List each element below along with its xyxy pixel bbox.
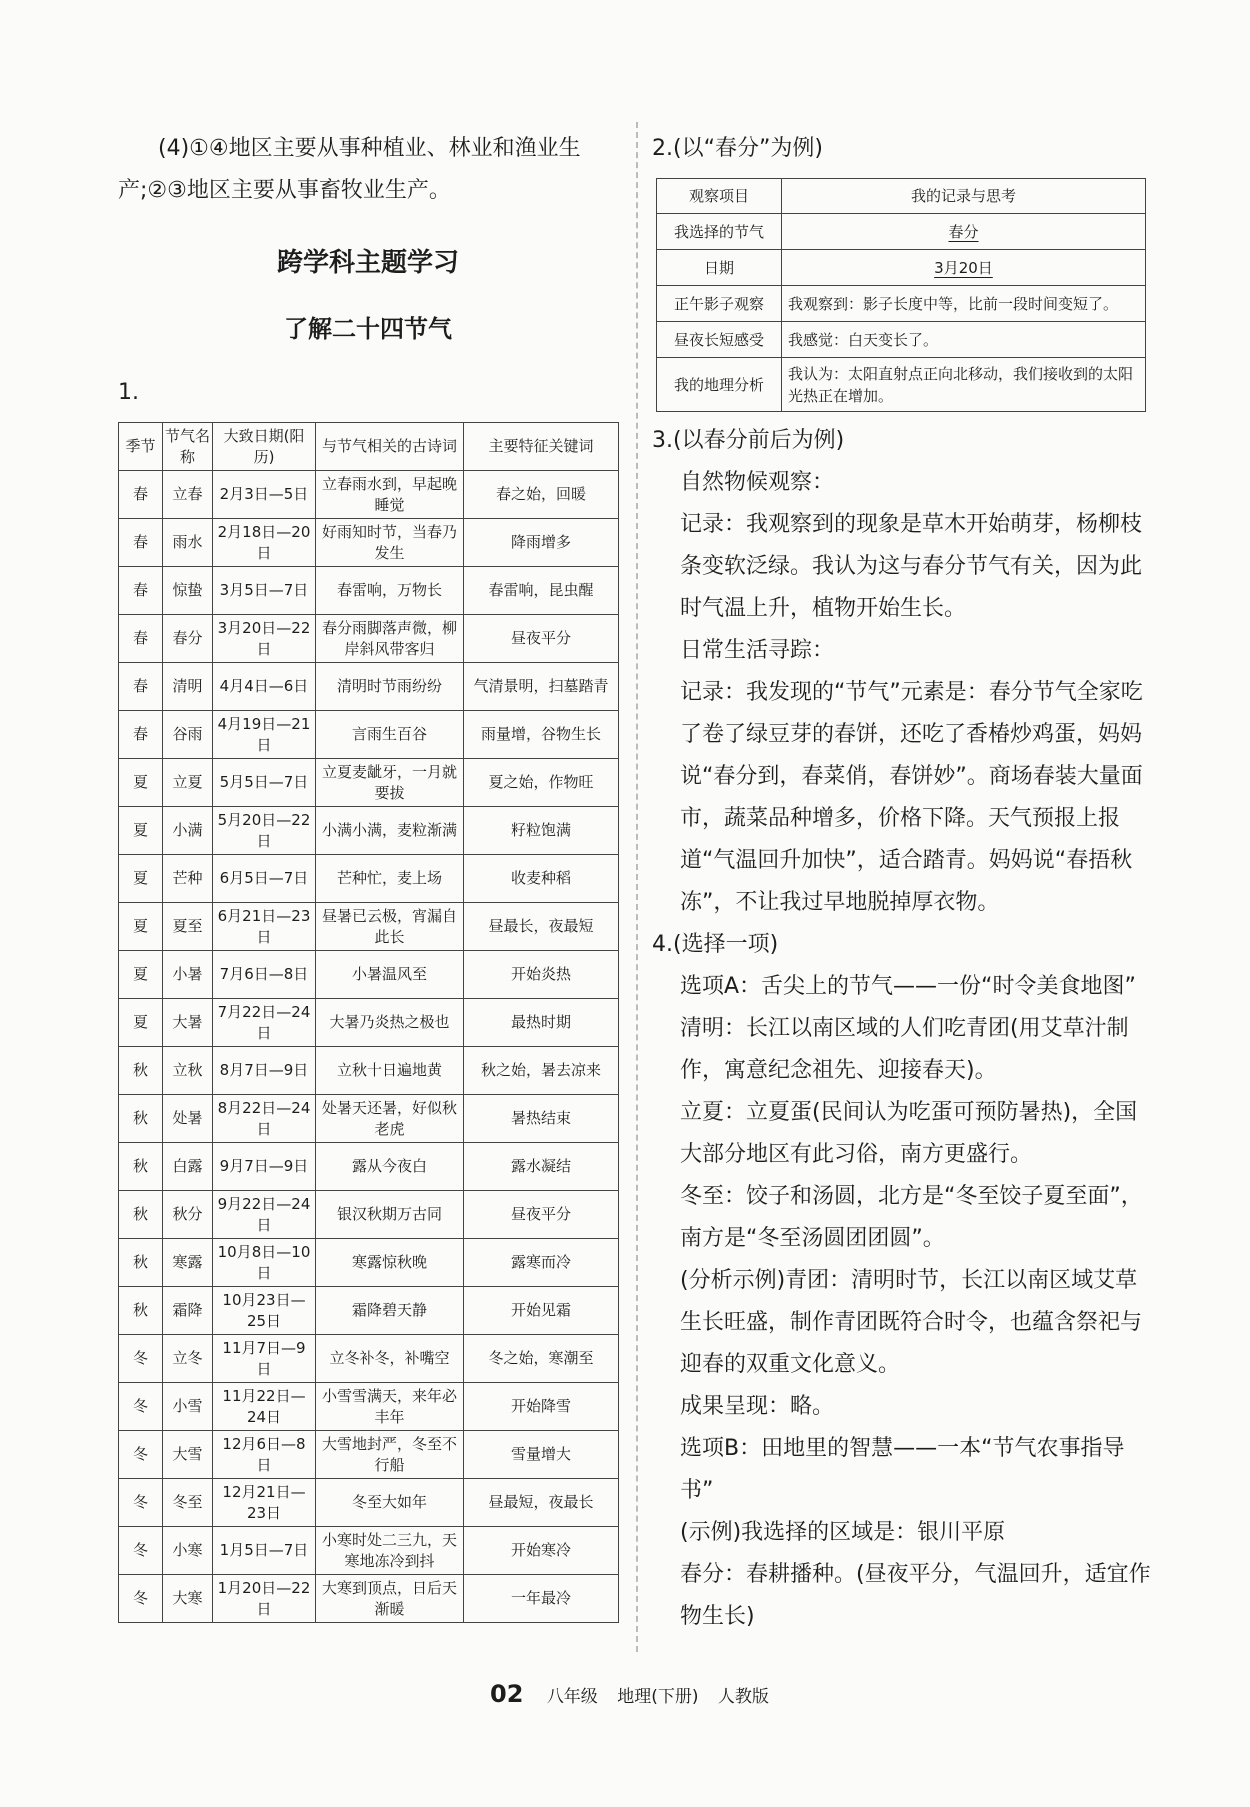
cell-date: 10月8日—10日 xyxy=(213,1239,316,1287)
obs-row xyxy=(657,214,1146,250)
table-row xyxy=(119,807,619,855)
cell-season: 冬 xyxy=(119,1527,163,1575)
table-row xyxy=(119,1143,619,1191)
obs-label: 正午影子观察 xyxy=(657,286,782,322)
cell-term: 小雪 xyxy=(163,1383,213,1431)
obs-value: 我认为：太阳直射点正向北移动，我们接收到的太阳光热正在增加。 xyxy=(782,358,1146,412)
cell-season: 夏 xyxy=(119,951,163,999)
obs-row xyxy=(657,250,1146,286)
cell-poem: 小雪雪满天，来年必丰年 xyxy=(316,1383,464,1431)
cell-date: 5月20日—22日 xyxy=(213,807,316,855)
cell-date: 2月3日—5日 xyxy=(213,471,316,519)
cell-keywords: 开始炎热 xyxy=(464,951,619,999)
cell-term: 小寒 xyxy=(163,1527,213,1575)
cell-term: 寒露 xyxy=(163,1239,213,1287)
table-row xyxy=(119,1431,619,1479)
cell-date: 11月22日—24日 xyxy=(213,1383,316,1431)
cell-term: 小满 xyxy=(163,807,213,855)
question-3-content xyxy=(652,462,1152,924)
cell-poem: 小寒时处二三九，天寒地冻冷到抖 xyxy=(316,1527,464,1575)
observation-table xyxy=(656,178,1146,412)
cell-term: 谷雨 xyxy=(163,711,213,759)
cell-poem: 银汉秋期万古同 xyxy=(316,1191,464,1239)
paragraph: 成果呈现：略。 xyxy=(680,1394,835,1419)
header-date: 大致日期(阳历) xyxy=(213,423,316,471)
cell-poem: 小满小满，麦粒渐满 xyxy=(316,807,464,855)
obs-value: 我观察到：影子长度中等，比前一段时间变短了。 xyxy=(782,286,1146,322)
cell-keywords: 雪量增大 xyxy=(464,1431,619,1479)
cell-keywords: 籽粒饱满 xyxy=(464,807,619,855)
cell-keywords: 昼夜平分 xyxy=(464,1191,619,1239)
page-number: 02 xyxy=(490,1680,524,1708)
table-row xyxy=(119,519,619,567)
question-3-label: 3.(以春分前后为例) xyxy=(652,428,845,453)
cell-season: 秋 xyxy=(119,1143,163,1191)
cell-keywords: 昼夜平分 xyxy=(464,615,619,663)
cell-date: 8月7日—9日 xyxy=(213,1047,316,1095)
page-footer xyxy=(490,1680,783,1708)
question-4-content xyxy=(652,966,1152,1638)
cell-poem: 清明时节雨纷纷 xyxy=(316,663,464,711)
cell-keywords: 暑热结束 xyxy=(464,1095,619,1143)
table-row xyxy=(119,1239,619,1287)
cell-date: 10月23日—25日 xyxy=(213,1287,316,1335)
cell-season: 冬 xyxy=(119,1383,163,1431)
cell-poem: 好雨知时节，当春乃发生 xyxy=(316,519,464,567)
cell-season: 秋 xyxy=(119,1287,163,1335)
answer-4: (4)①④地区主要从事种植业、林业和渔业生产;②③地区主要从事畜牧业生产。 xyxy=(118,136,581,203)
cell-keywords: 秋之始，暑去凉来 xyxy=(464,1047,619,1095)
cell-season: 秋 xyxy=(119,1239,163,1287)
cell-keywords: 开始寒冷 xyxy=(464,1527,619,1575)
table-row xyxy=(119,1383,619,1431)
obs-value: 我感觉：白天变长了。 xyxy=(782,322,1146,358)
cell-date: 2月18日—20日 xyxy=(213,519,316,567)
cell-date: 3月5日—7日 xyxy=(213,567,316,615)
cell-date: 11月7日—9日 xyxy=(213,1335,316,1383)
cell-date: 3月20日—22日 xyxy=(213,615,316,663)
cell-date: 7月22日—24日 xyxy=(213,999,316,1047)
table-row xyxy=(119,711,619,759)
paragraph: 春分：春耕播种。(昼夜平分，气温回升，适宜作物生长) xyxy=(680,1562,1151,1629)
cell-season: 夏 xyxy=(119,903,163,951)
cell-keywords: 雨量增，谷物生长 xyxy=(464,711,619,759)
cell-term: 立春 xyxy=(163,471,213,519)
cell-season: 秋 xyxy=(119,1095,163,1143)
cell-keywords: 降雨增多 xyxy=(464,519,619,567)
cell-season: 春 xyxy=(119,615,163,663)
cell-keywords: 一年最冷 xyxy=(464,1575,619,1623)
cell-term: 立夏 xyxy=(163,759,213,807)
cell-date: 6月21日—23日 xyxy=(213,903,316,951)
cell-season: 冬 xyxy=(119,1335,163,1383)
cell-date: 12月21日—23日 xyxy=(213,1479,316,1527)
cell-term: 小暑 xyxy=(163,951,213,999)
left-column xyxy=(118,128,618,1623)
table-row xyxy=(119,1527,619,1575)
paragraph: 记录：我观察到的现象是草木开始萌芽，杨柳枝条变软泛绿。我认为这与春分节气有关，因为此时气温上升，植物开始生长。 xyxy=(680,512,1143,621)
cell-poem: 昼暑已云极，宵漏自此长 xyxy=(316,903,464,951)
paragraph: 清明：长江以南区域的人们吃青团(用艾草汁制作，寓意纪念祖先、迎接春天)。 xyxy=(680,1016,1129,1083)
cell-poem: 立冬补冬，补嘴空 xyxy=(316,1335,464,1383)
obs-label: 我选择的节气 xyxy=(657,214,782,250)
cell-keywords: 开始降雪 xyxy=(464,1383,619,1431)
table-row xyxy=(119,1047,619,1095)
cell-term: 白露 xyxy=(163,1143,213,1191)
right-column xyxy=(652,128,1152,1638)
cell-term: 立冬 xyxy=(163,1335,213,1383)
footer-subject: 地理(下册) xyxy=(617,1687,699,1707)
paragraph: 冬至：饺子和汤圆，北方是“冬至饺子夏至面”，南方是“冬至汤圆团团圆”。 xyxy=(680,1184,1143,1251)
cell-keywords: 收麦种稻 xyxy=(464,855,619,903)
question-1-label: 1. xyxy=(118,380,139,405)
cell-poem: 言雨生百谷 xyxy=(316,711,464,759)
cell-season: 春 xyxy=(119,471,163,519)
cell-season: 夏 xyxy=(119,759,163,807)
cell-season: 春 xyxy=(119,519,163,567)
paragraph: 选项A：舌尖上的节气——一份“时令美食地图” xyxy=(680,974,1136,999)
cell-season: 秋 xyxy=(119,1047,163,1095)
header-poem: 与节气相关的古诗词 xyxy=(316,423,464,471)
header-term-name: 节气名称 xyxy=(163,423,213,471)
cell-poem: 霜降碧天静 xyxy=(316,1287,464,1335)
cell-poem: 立夏麦龇牙，一月就要拔 xyxy=(316,759,464,807)
table-header-row xyxy=(119,423,619,471)
obs-label: 我的地理分析 xyxy=(657,358,782,412)
table-row xyxy=(119,759,619,807)
cell-poem: 春分雨脚落声微，柳岸斜风带客归 xyxy=(316,615,464,663)
table-row xyxy=(119,471,619,519)
cell-term: 春分 xyxy=(163,615,213,663)
cell-date: 4月19日—21日 xyxy=(213,711,316,759)
cell-poem: 寒露惊秋晚 xyxy=(316,1239,464,1287)
cell-season: 夏 xyxy=(119,855,163,903)
cell-poem: 小暑温风至 xyxy=(316,951,464,999)
table-row xyxy=(119,1191,619,1239)
cell-season: 春 xyxy=(119,567,163,615)
cell-poem: 立秋十日遍地黄 xyxy=(316,1047,464,1095)
cell-term: 芒种 xyxy=(163,855,213,903)
paragraph: 日常生活寻踪： xyxy=(680,638,835,663)
cell-date: 1月20日—22日 xyxy=(213,1575,316,1623)
cell-keywords: 气清景明，扫墓踏青 xyxy=(464,663,619,711)
cell-keywords: 春之始，回暖 xyxy=(464,471,619,519)
question-2-label: 2.(以“春分”为例) xyxy=(652,136,823,161)
cell-keywords: 春雷响，昆虫醒 xyxy=(464,567,619,615)
cell-keywords: 冬之始，寒潮至 xyxy=(464,1335,619,1383)
paragraph: 自然物候观察： xyxy=(680,470,835,495)
obs-row xyxy=(657,358,1146,412)
section-title: 跨学科主题学习 xyxy=(276,248,459,278)
cell-date: 7月6日—8日 xyxy=(213,951,316,999)
cell-date: 8月22日—24日 xyxy=(213,1095,316,1143)
cell-poem: 春雷响，万物长 xyxy=(316,567,464,615)
cell-keywords: 最热时期 xyxy=(464,999,619,1047)
cell-poem: 露从今夜白 xyxy=(316,1143,464,1191)
obs-value-text: 春分 xyxy=(948,222,979,241)
cell-term: 霜降 xyxy=(163,1287,213,1335)
obs-row xyxy=(657,322,1146,358)
cell-date: 9月22日—24日 xyxy=(213,1191,316,1239)
cell-term: 清明 xyxy=(163,663,213,711)
obs-header-row xyxy=(657,179,1146,214)
cell-term: 秋分 xyxy=(163,1191,213,1239)
obs-value xyxy=(782,250,1146,286)
subtitle: 了解二十四节气 xyxy=(284,315,452,343)
obs-value xyxy=(782,214,1146,250)
cell-keywords: 开始见霜 xyxy=(464,1287,619,1335)
table-row xyxy=(119,951,619,999)
cell-keywords: 露寒而冷 xyxy=(464,1239,619,1287)
cell-keywords: 露水凝结 xyxy=(464,1143,619,1191)
cell-date: 4月4日—6日 xyxy=(213,663,316,711)
cell-season: 冬 xyxy=(119,1575,163,1623)
paragraph: 记录：我发现的“节气”元素是：春分节气全家吃了卷了绿豆芽的春饼，还吃了香椿炒鸡蛋，妈妈说“春分到，春菜俏，春饼妙”。商场春装大量面市，蔬菜品种增多，价格下降。天气预报上报道“气温回升加快”，适合踏青。妈妈说“春捂秋冻”，不让我过早地脱掉厚衣物。 xyxy=(680,680,1143,915)
table-row xyxy=(119,663,619,711)
table-row xyxy=(119,1095,619,1143)
cell-term: 冬至 xyxy=(163,1479,213,1527)
cell-poem: 大雪地封严，冬至不行船 xyxy=(316,1431,464,1479)
cell-poem: 处暑天还暑，好似秋老虎 xyxy=(316,1095,464,1143)
cell-season: 夏 xyxy=(119,807,163,855)
cell-poem: 芒种忙，麦上场 xyxy=(316,855,464,903)
table-row xyxy=(119,1335,619,1383)
solar-table-body xyxy=(119,471,619,1623)
obs-header-item: 观察项目 xyxy=(657,179,782,214)
cell-keywords: 昼最短，夜最长 xyxy=(464,1479,619,1527)
cell-term: 雨水 xyxy=(163,519,213,567)
cell-poem: 大寒到顶点，日后天渐暖 xyxy=(316,1575,464,1623)
table-row xyxy=(119,567,619,615)
footer-grade: 八年级 xyxy=(546,1687,598,1707)
solar-terms-table xyxy=(118,422,619,1623)
header-season: 季节 xyxy=(119,423,163,471)
cell-term: 大雪 xyxy=(163,1431,213,1479)
table-row xyxy=(119,1479,619,1527)
cell-poem: 立春雨水到，早起晚睡觉 xyxy=(316,471,464,519)
table-row xyxy=(119,999,619,1047)
cell-season: 冬 xyxy=(119,1479,163,1527)
cell-keywords: 夏之始，作物旺 xyxy=(464,759,619,807)
cell-date: 1月5日—7日 xyxy=(213,1527,316,1575)
paragraph: (分析示例)青团：清明时节，长江以南区域艾草生长旺盛，制作青团既符合时令，也蕴含祭祀与迎春的双重文化意义。 xyxy=(680,1268,1143,1377)
cell-poem: 大暑乃炎热之极也 xyxy=(316,999,464,1047)
obs-label: 昼夜长短感受 xyxy=(657,322,782,358)
cell-season: 夏 xyxy=(119,999,163,1047)
table-row xyxy=(119,1287,619,1335)
cell-term: 处暑 xyxy=(163,1095,213,1143)
table-row xyxy=(119,615,619,663)
paragraph: 立夏：立夏蛋(民间认为吃蛋可预防暑热)，全国大部分地区有此习俗，南方更盛行。 xyxy=(680,1100,1138,1167)
cell-season: 冬 xyxy=(119,1431,163,1479)
cell-season: 春 xyxy=(119,663,163,711)
cell-term: 大寒 xyxy=(163,1575,213,1623)
footer-edition: 人教版 xyxy=(717,1687,769,1707)
cell-term: 夏至 xyxy=(163,903,213,951)
cell-season: 秋 xyxy=(119,1191,163,1239)
cell-date: 9月7日—9日 xyxy=(213,1143,316,1191)
obs-value-text: 3月20日 xyxy=(934,258,993,277)
obs-row xyxy=(657,286,1146,322)
cell-keywords: 昼最长，夜最短 xyxy=(464,903,619,951)
table-row xyxy=(119,903,619,951)
cell-date: 5月5日—7日 xyxy=(213,759,316,807)
cell-date: 6月5日—7日 xyxy=(213,855,316,903)
cell-season: 春 xyxy=(119,711,163,759)
obs-label: 日期 xyxy=(657,250,782,286)
table-row xyxy=(119,1575,619,1623)
cell-term: 立秋 xyxy=(163,1047,213,1095)
table-row xyxy=(119,855,619,903)
header-keywords: 主要特征关键词 xyxy=(464,423,619,471)
column-divider xyxy=(636,122,638,1652)
cell-date: 12月6日—8日 xyxy=(213,1431,316,1479)
paragraph: (示例)我选择的区域是：银川平原 xyxy=(680,1520,1006,1545)
cell-term: 惊蛰 xyxy=(163,567,213,615)
cell-term: 大暑 xyxy=(163,999,213,1047)
paragraph: 选项B：田地里的智慧——一本“节气农事指导书” xyxy=(680,1436,1125,1503)
obs-header-record: 我的记录与思考 xyxy=(782,179,1146,214)
question-4-label: 4.(选择一项) xyxy=(652,932,779,957)
cell-poem: 冬至大如年 xyxy=(316,1479,464,1527)
